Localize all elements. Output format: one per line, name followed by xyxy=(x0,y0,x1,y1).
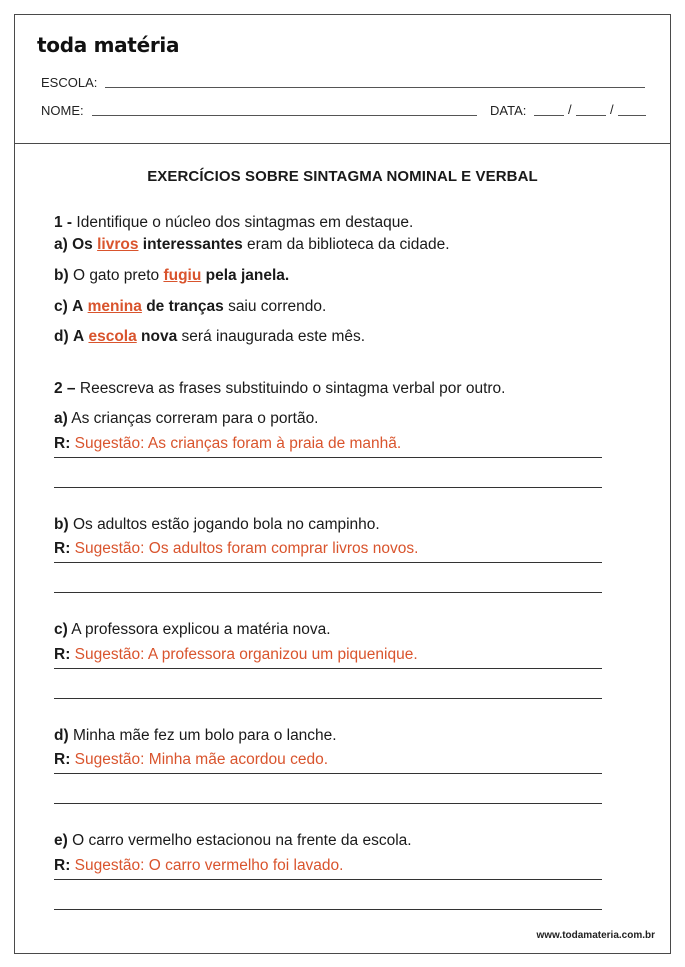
answer-2e: R: Sugestão: O carro vermelho foi lavado. xyxy=(54,857,344,874)
question-2e: e) O carro vermelho estacionou na frente da escola. xyxy=(54,832,412,849)
question-2-prompt: 2 – Reescreva as frases substituindo o sintagma verbal por outro. xyxy=(54,380,506,397)
answer-2b: R: Sugestão: Os adultos foram comprar livros novos. xyxy=(54,540,419,557)
date-year-field[interactable] xyxy=(618,115,646,116)
school-field[interactable] xyxy=(105,87,645,88)
question-2b: b) Os adultos estão jogando bola no campinho. xyxy=(54,516,380,533)
question-1b: b) O gato preto fugiu pela janela. xyxy=(54,267,290,284)
question-1c: c) A menina de tranças saiu correndo. xyxy=(54,298,327,315)
question-1-prompt: 1 - Identifique o núcleo dos sintagmas em destaque. xyxy=(54,214,414,231)
name-field[interactable] xyxy=(92,115,477,116)
answer-line[interactable] xyxy=(54,698,602,699)
date-separator: / xyxy=(610,102,614,117)
highlight-nucleus: menina xyxy=(87,298,142,315)
question-1d: d) A escola nova será inaugurada este mês. xyxy=(54,328,366,345)
answer-2d: R: Sugestão: Minha mãe acordou cedo. xyxy=(54,751,328,768)
website-link[interactable]: www.todamateria.com.br xyxy=(536,930,655,941)
answer-line[interactable] xyxy=(54,562,602,563)
date-label: DATA: xyxy=(490,103,527,118)
answer-line[interactable] xyxy=(54,487,602,488)
highlight-nucleus: fugiu xyxy=(163,267,202,284)
question-2d: d) Minha mãe fez um bolo para o lanche. xyxy=(54,727,337,744)
date-separator: / xyxy=(568,102,572,117)
date-month-field[interactable] xyxy=(576,115,606,116)
answer-line[interactable] xyxy=(54,909,602,910)
answer-line[interactable] xyxy=(54,879,602,880)
header xyxy=(15,15,670,144)
answer-line[interactable] xyxy=(54,592,602,593)
worksheet-title: EXERCÍCIOS SOBRE SINTAGMA NOMINAL E VERBAL xyxy=(147,168,538,185)
answer-line[interactable] xyxy=(54,457,602,458)
answer-line[interactable] xyxy=(54,803,602,804)
answer-line[interactable] xyxy=(54,773,602,774)
brand-logo: toda matéria xyxy=(37,33,180,57)
highlight-nucleus: livros xyxy=(97,236,139,253)
highlight-nucleus: escola xyxy=(88,328,137,345)
worksheet xyxy=(14,14,671,954)
question-2a: a) As crianças correram para o portão. xyxy=(54,410,319,427)
answer-2c: R: Sugestão: A professora organizou um piquenique. xyxy=(54,646,418,663)
answer-2a: R: Sugestão: As crianças foram à praia de manhã. xyxy=(54,435,402,452)
question-2c: c) A professora explicou a matéria nova. xyxy=(54,621,331,638)
name-label: NOME: xyxy=(41,103,84,118)
date-day-field[interactable] xyxy=(534,115,564,116)
school-label: ESCOLA: xyxy=(41,75,98,90)
question-1a: a) Os livros interessantes eram da biblioteca da cidade. xyxy=(54,236,450,253)
answer-line[interactable] xyxy=(54,668,602,669)
